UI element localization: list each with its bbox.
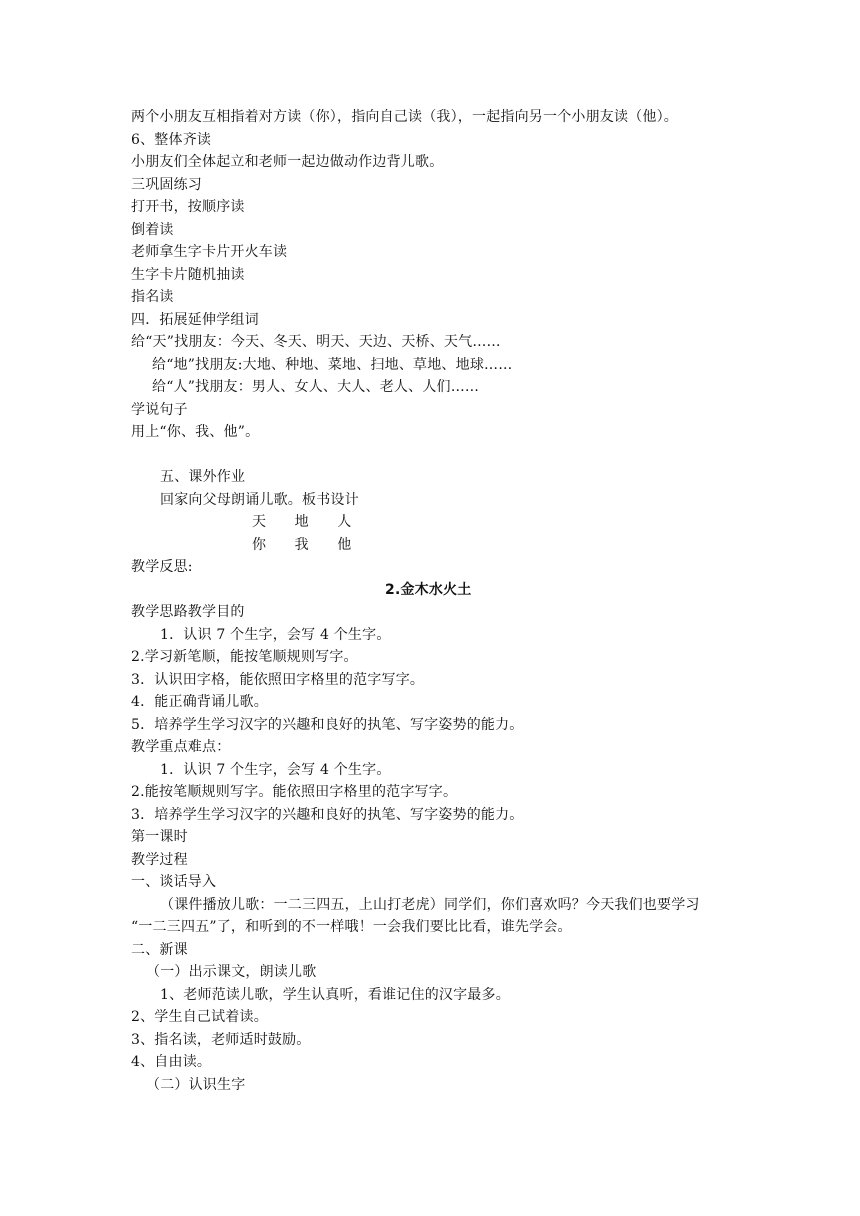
text-line: “一二三四五”了，和听到的不一样哦！一会我们要比比看，谁先学会。 [131,919,572,935]
section-heading: 二、新课 [131,942,188,958]
text-line: 5．培养学生学习汉字的兴趣和良好的执笔、写字姿势的能力。 [131,717,524,733]
text-line: 教学反思: [131,559,193,575]
text-line: 3．认识田字格，能依照田字格里的范字写字。 [131,672,425,688]
text-line: 指名读 [131,289,174,305]
text-line: 1、老师范读儿歌，学生认真听，看谁记住的汉字最多。 [160,987,510,1003]
text-line: 给“地”找朋友:大地、种地、菜地、扫地、草地、地球…… [152,357,513,373]
text-line: 3．培养学生学习汉字的兴趣和良好的执笔、写字姿势的能力。 [131,807,524,823]
text-line: （课件播放儿歌：一二三四五，上山打老虎）同学们，你们喜欢吗？今天我们也要学习 [160,897,700,913]
text-line: 给“天”找朋友：今天、冬天、明天、天边、天桥、天气…… [131,334,501,350]
text-line: 4、自由读。 [131,1054,212,1070]
text-line: 2、学生自己试着读。 [131,1009,268,1025]
text-line: 老师拿生字卡片开火车读 [131,244,288,260]
text-line: 用上“你、我、他”。 [131,424,260,440]
text-line: 教学过程 [131,852,188,868]
text-line: 回家向父母朗诵儿歌。板书设计 [160,492,359,508]
text-line: 第一课时 [131,829,188,845]
board-design-row: 天 地 人 [252,514,352,530]
text-line: 6、整体齐读 [131,132,212,148]
text-line: （二）认识生字 [146,1077,246,1093]
text-line: 生字卡片随机抽读 [131,267,245,283]
text-line: 2.学习新笔顺，能按笔顺规则写字。 [131,649,358,665]
text-line: （一）出示课文，朗读儿歌 [146,964,317,980]
text-line: 学说句子 [131,402,188,418]
text-line: 教学重点难点： [131,739,231,755]
text-line: 1．认识 7 个生字，会写 4 个生字。 [160,627,391,643]
section-heading: 四．拓展延伸学组词 [131,312,259,328]
section-heading: 三巩固练习 [131,177,202,193]
section-heading: 五、课外作业 [160,469,246,485]
text-line: 4．能正确背诵儿歌。 [131,694,268,710]
text-line: 教学思路教学目的 [131,604,245,620]
board-design-row: 你 我 他 [252,537,352,553]
text-line: 小朋友们全体起立和老师一起边做动作边背儿歌。 [131,154,444,170]
text-line: 给“人”找朋友：男人、女人、大人、老人、人们…… [152,379,480,395]
text-line: 两个小朋友互相指着对方读（你），指向自己读（我），一起指向另一个小朋友读（他）。 [131,109,678,125]
section-heading: 一、谈话导入 [131,874,217,890]
lesson-title: 2.金木水火土 [385,582,472,598]
text-line: 3、指名读，老师适时鼓励。 [131,1032,311,1048]
text-line: 打开书，按顺序读 [131,199,245,215]
text-line: 2.能按笔顺规则写字。能依照田字格里的范字写字。 [131,784,458,800]
text-line: 1．认识 7 个生字，会写 4 个生字。 [160,762,391,778]
text-line: 倒着读 [131,222,174,238]
